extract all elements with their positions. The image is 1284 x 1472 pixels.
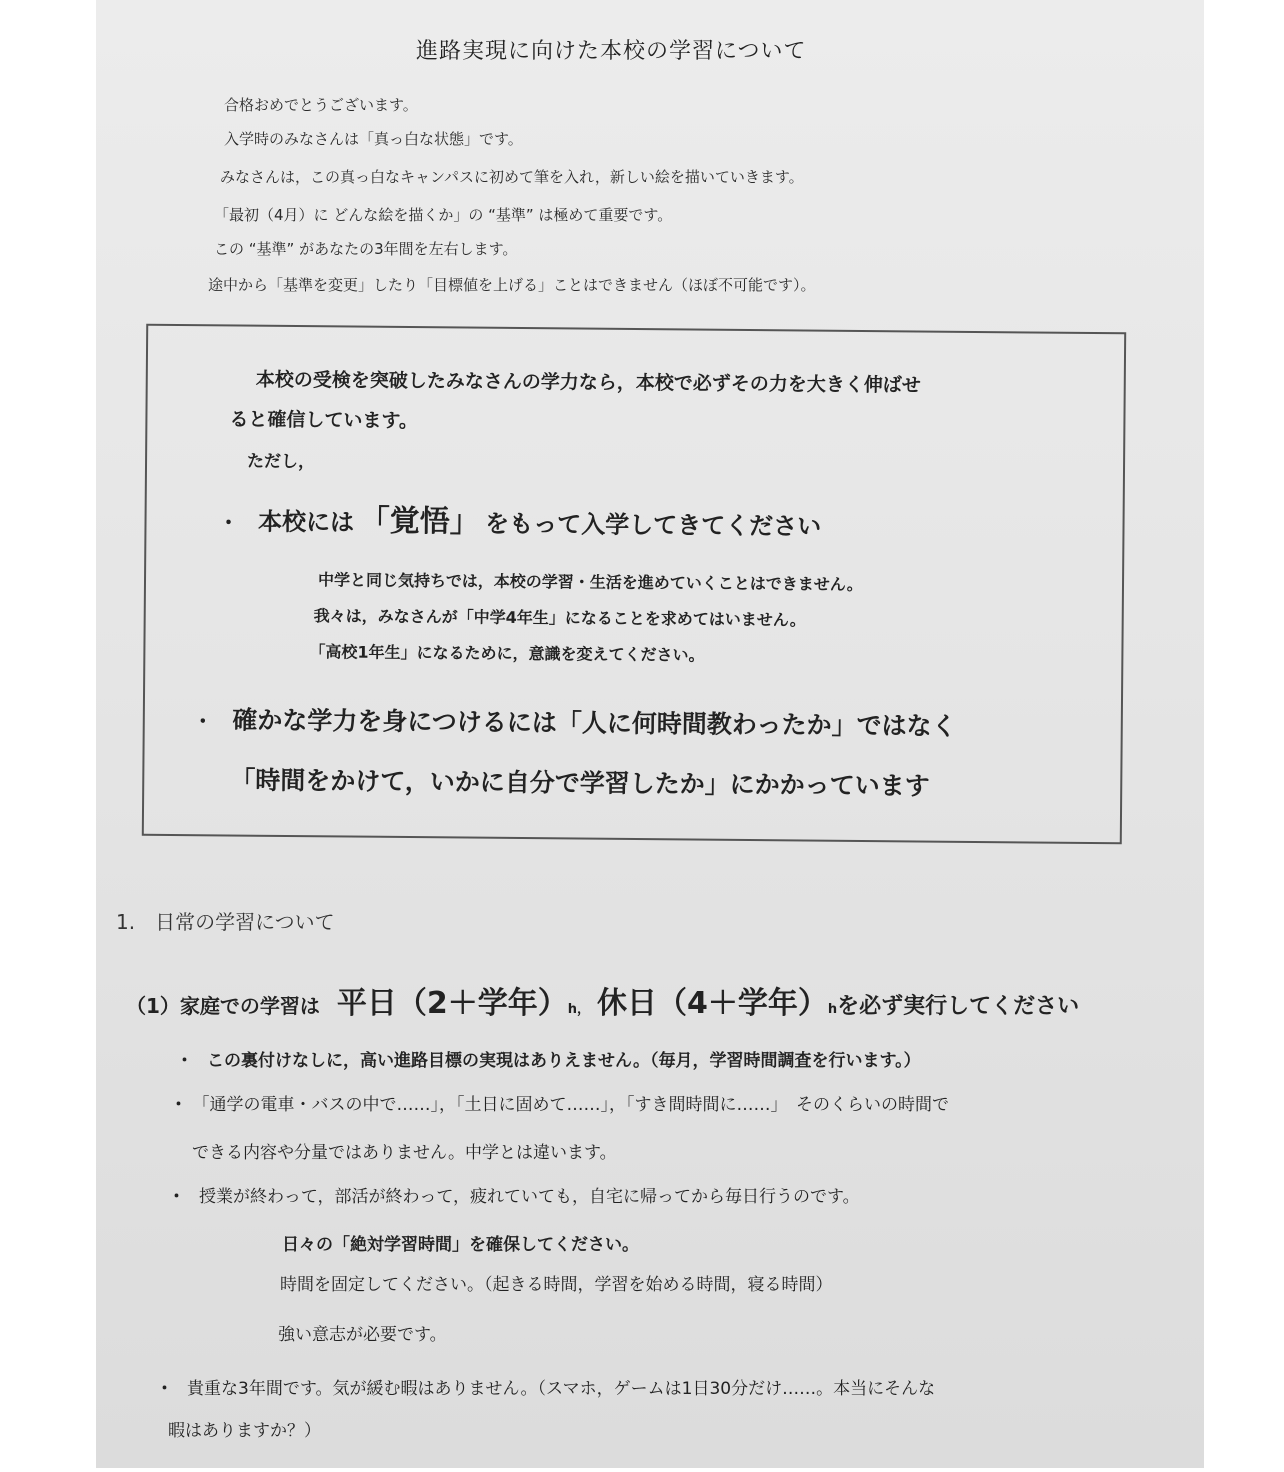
point1-sub-2: 我々は，みなさんが「中学4年生」になることを求めてはいません。: [313, 606, 806, 630]
box-line-1: 本校の受検を突破したみなさんの学力なら，本校で必ずその力を大きく伸ばせ: [255, 368, 921, 397]
list-item-continuation: できる内容や分量ではありません。中学とは違います。: [192, 1143, 617, 1163]
intro-line-3: みなさんは，この真っ白なキャンパスに初めて筆を入れ，新しい絵を描いていきます。: [220, 168, 804, 186]
list-sub-line: 強い意志が必要です。: [278, 1325, 447, 1345]
subsection-label: （1）家庭での学習は: [126, 994, 320, 1018]
hour-unit-2: h: [827, 1002, 838, 1017]
point2-line-2: 「時間をかけて，いかに自分で学習したか」にかかっています: [230, 765, 930, 801]
point2-line-1: 確かな学力を身につけるには「人に何時間教わったか」ではなく: [232, 705, 957, 741]
bullet-mark: ・: [192, 709, 213, 734]
list-item: [170, 1090, 949, 1115]
list-item-text: 授業が終わって，部活が終わって，疲れていても，自宅に帰ってから毎日行うのです。: [199, 1187, 860, 1207]
list-item: [156, 1374, 935, 1399]
intro-line-5: この “基準” があなたの3年間を左右します。: [214, 240, 518, 258]
bullet-mark: ・: [156, 1379, 173, 1399]
holiday-hours: 休日（4＋学年）: [597, 986, 828, 1021]
list-item-continuation: 暇はありますか？）: [168, 1421, 321, 1441]
document-page: [96, 0, 1204, 1468]
list-sub-line: 時間を固定してください。（起きる時間，学習を始める時間，寝る時間）: [280, 1275, 833, 1295]
intro-line-1: 合格おめでとうございます。: [224, 96, 418, 114]
list-item-text: この裏付けなしに，高い進路目標の実現はありえません。（毎月，学習時間調査を行います。）: [207, 1051, 921, 1071]
point1-after: をもって入学してきてください: [485, 509, 822, 541]
list-sub-line: 日々の「絶対学習時間」を確保してください。: [282, 1235, 639, 1255]
bullet-mark: ・: [168, 1187, 185, 1207]
point1-emph: 「覚悟」: [359, 503, 480, 540]
point1-before: 本校には: [257, 507, 355, 537]
list-item-text: 「通学の電車・バスの中で……」，「土日に固めて……」，「すき間時間に……」 そのくらいの時間で: [201, 1095, 949, 1115]
box-point-2: [193, 700, 957, 743]
weekday-hours: 平日（2＋学年）: [336, 986, 568, 1021]
subsection-heading: [126, 978, 1079, 1022]
bullet-mark: ・: [176, 1051, 193, 1071]
section-heading: 1. 日常の学習について: [116, 910, 335, 934]
point1-sub-3: 「高校1年生」になるために，意識を変えてください。: [309, 642, 705, 665]
bullet-mark: ・: [170, 1095, 187, 1115]
intro-line-4: 「最初（4月）に どんな絵を描くか」の “基準” は極めて重要です。: [214, 206, 673, 224]
notice-box: [142, 324, 1126, 845]
box-point-1: [218, 494, 821, 543]
list-item-text: 貴重な3年間です。気が緩む暇はありません。（スマホ，ゲームは1日30分だけ……。本当にそんな: [187, 1379, 936, 1399]
point1-sub-1: 中学と同じ気持ちでは，本校の学習・生活を進めていくことはできません。: [317, 570, 863, 594]
list-item: [176, 1046, 921, 1071]
hour-unit-1: h，: [567, 1002, 591, 1017]
box-line-2: ると確信しています。: [229, 408, 418, 433]
bullet-mark: ・: [218, 510, 239, 535]
box-line-3: ただし，: [246, 451, 316, 473]
subsection-tail: を必ず実行してください: [837, 994, 1080, 1019]
intro-line-6: 途中から「基準を変更」したり「目標値を上げる」ことはできません（ほぼ不可能です）。: [208, 276, 816, 294]
list-item: [168, 1182, 860, 1207]
page-title: 進路実現に向けた本校の学習について: [416, 39, 807, 64]
intro-line-2: 入学時のみなさんは「真っ白な状態」です。: [224, 130, 523, 148]
